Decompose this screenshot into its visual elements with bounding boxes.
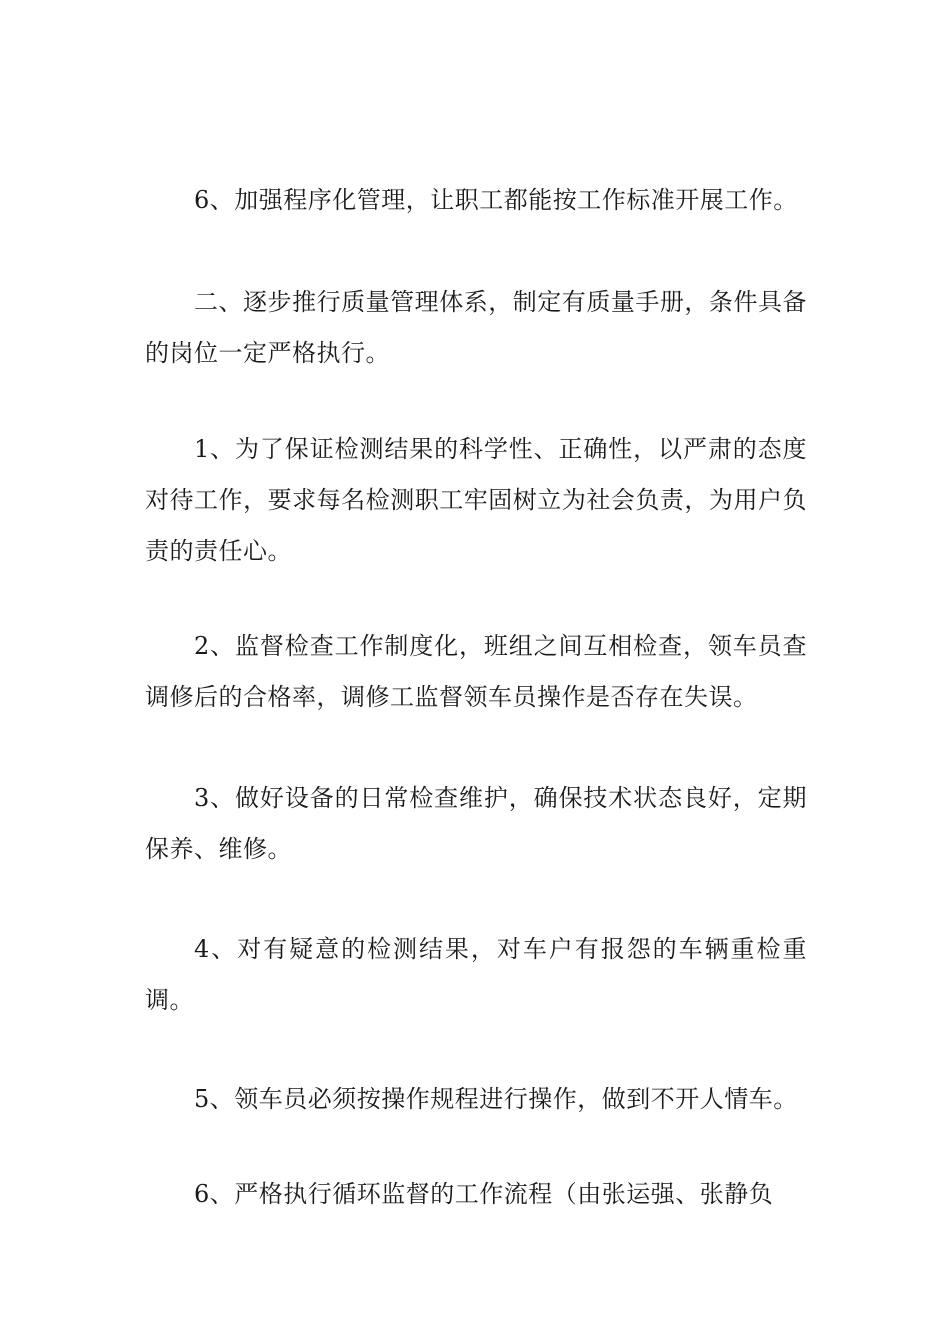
- paragraph-item-1-responsibility: 1、为了保证检测结果的科学性、正确性，以严肃的态度对待工作，要求每名检测职工牢固树立为社会负责，为用户负责的责任心。: [145, 435, 807, 565]
- section-heading-quality-system: 二、逐步推行质量管理体系，制定有质量手册，条件具备的岗位一定严格执行。: [145, 288, 807, 367]
- paragraph-item-4-recheck: 4、对有疑意的检测结果，对车户有报怨的车辆重检重调。: [145, 935, 807, 1014]
- paragraph-item-6-procedure-management: 6、加强程序化管理，让职工都能按工作标准开展工作。: [194, 186, 798, 214]
- paragraph-item-2-supervision: 2、监督检查工作制度化，班组之间互相检查，领车员查调修后的合格率，调修工监督领车员操作是否存在失误。: [145, 632, 807, 711]
- paragraph-item-6-loop-supervision: 6、严格执行循环监督的工作流程（由张运强、张静负: [194, 1180, 774, 1208]
- paragraph-item-5-operation-rules: 5、领车员必须按操作规程进行操作，做到不开人情车。: [194, 1085, 798, 1113]
- paragraph-item-3-equipment-maintenance: 3、做好设备的日常检查维护，确保技术状态良好，定期保养、维修。: [145, 784, 807, 863]
